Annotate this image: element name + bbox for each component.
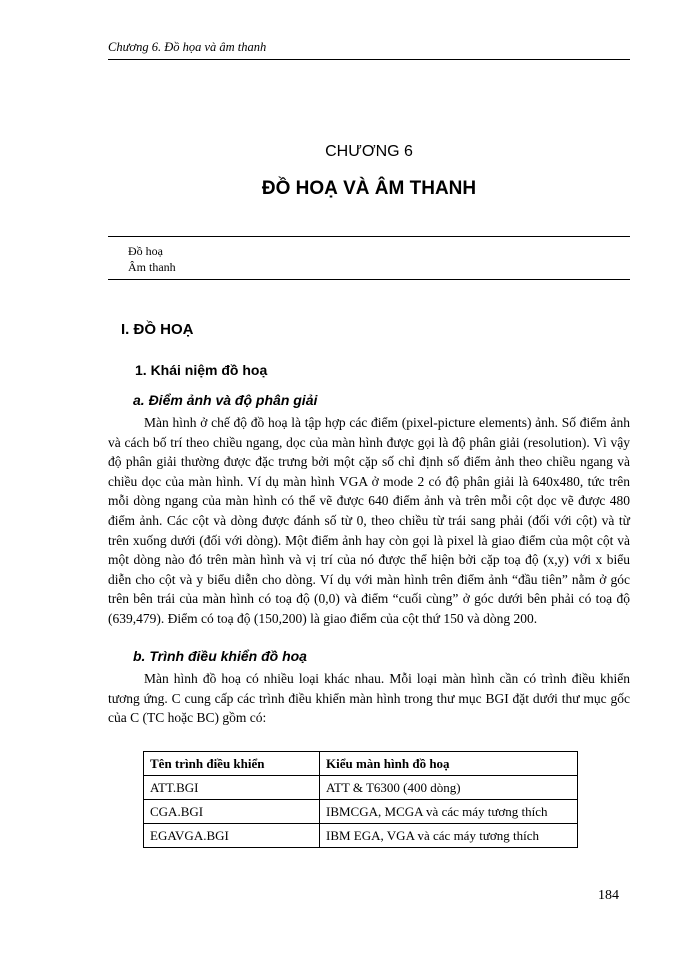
paragraph-graphics-drivers: Màn hình đồ hoạ có nhiều loại khác nhau. Mỗi loại màn hình cần có trình điều khiển tương ứng. C cung cấp các trình điều khiển màn hình trong thư mục BGI đặt dưới thư mục gốc của C (TC hoặc BC) gồm có: xyxy=(108,671,630,726)
table-cell: ATT & T6300 (400 dòng) xyxy=(320,776,578,800)
table-header-row xyxy=(144,752,578,776)
subsubsection-heading-a: a. Điểm ảnh và độ phân giải xyxy=(133,392,318,408)
drivers-table xyxy=(143,751,578,848)
running-header: Chương 6. Đồ họa và âm thanh xyxy=(108,40,630,60)
section-heading: I. ĐỒ HOẠ xyxy=(121,321,194,338)
toc-item: Âm thanh xyxy=(128,260,176,274)
table-cell: ATT.BGI xyxy=(144,776,320,800)
chapter-number: CHƯƠNG 6 xyxy=(325,143,413,160)
table-cell: IBMCGA, MCGA và các máy tương thích xyxy=(320,800,578,824)
chapter-contents-box xyxy=(108,236,630,280)
table-cell: IBM EGA, VGA và các máy tương thích xyxy=(320,824,578,848)
paragraph-pixels-resolution: Màn hình ở chế độ đồ hoạ là tập hợp các điểm (pixel-picture elements) ảnh. Số điểm ảnh và cách bố trí theo chiều ngang, dọc của màn hình được gọi là độ phân giải (resolution). Vì vậy độ phân giải thường được đặc trưng bởi một cặp số chỉ định số điểm ảnh theo chiều ngang và chiều dọc của màn hình. Ví dụ màn hình VGA ở mode 2 có độ phân giải là 640x480, tức trên mỗi dòng ngang của màn hình có thể vẽ được 640 điểm ảnh và trên mỗi cột dọc vẽ được 480 điểm ảnh. Các cột và dòng được đánh số từ 0, theo chiều từ trái sang phải (đối với cột) và từ trên xuống dưới (đối với dòng). Một điểm ảnh hay còn gọi là pixel là giao điểm của một cột và một dòng nào đó trên màn hình và vị trí của nó được thể hiện bởi cặp toạ độ (x,y) với x biểu diễn cho cột và y biểu diễn cho dòng. Ví dụ với màn hình trên điểm ảnh “đầu tiên” nằm ở góc trên bên trái của màn hình có toạ độ (0,0) và điểm “cuối cùng” ở góc dưới bên phải có toạ độ (639,479). Điểm có toạ độ (150,200) là giao điểm của cột thứ 150 và dòng 200. xyxy=(108,415,630,626)
table-row xyxy=(144,824,578,848)
page-number: 184 xyxy=(598,888,619,903)
column-header: Kiểu màn hình đồ hoạ xyxy=(320,752,578,776)
subsubsection-heading-b: b. Trình điều khiển đồ hoạ xyxy=(133,648,307,664)
toc-item: Đồ hoạ xyxy=(128,244,163,258)
table-cell: EGAVGA.BGI xyxy=(144,824,320,848)
chapter-title: ĐỒ HOẠ VÀ ÂM THANH xyxy=(261,178,477,199)
table-row xyxy=(144,800,578,824)
subsection-heading: 1. Khái niệm đồ hoạ xyxy=(135,362,268,378)
table-row xyxy=(144,776,578,800)
column-header: Tên trình điều khiển xyxy=(144,752,320,776)
table-cell: CGA.BGI xyxy=(144,800,320,824)
